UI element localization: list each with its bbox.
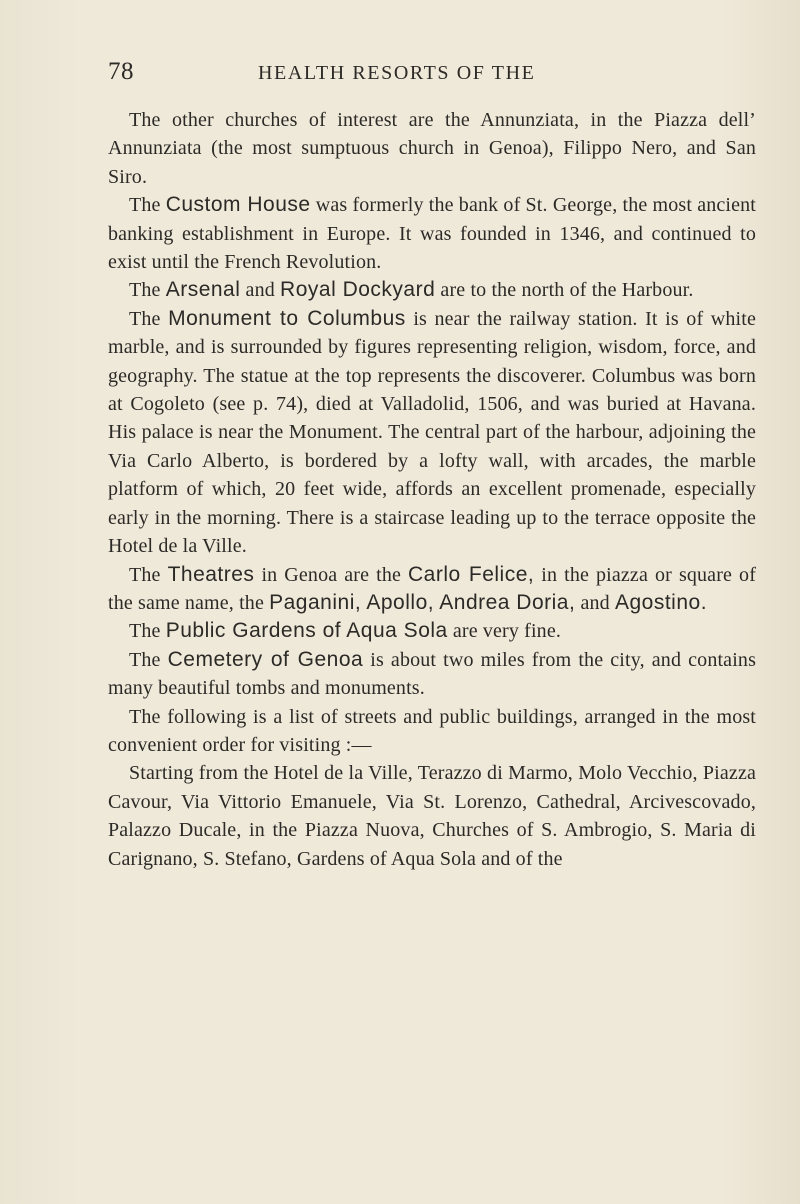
paragraph-other-churches: The other churches of interest are the Annunziata, in the Piazza dell’ Annunziata (the most sumptuous church in Genoa), Filippo Nero, and San Siro. — [108, 109, 756, 188]
heading-agostino: Agostino. — [614, 590, 708, 614]
lead-word: The — [129, 563, 168, 586]
heading-carlo-felice: Carlo Felice, — [408, 562, 535, 586]
paragraph-text: is about two miles from the city, and contains many beautiful tombs and monuments. — [108, 648, 757, 700]
heading-arsenal: Arsenal — [165, 278, 241, 302]
paragraph-theatres — [108, 561, 756, 618]
page-body — [108, 106, 756, 873]
heading-monument-columbus: Monument to Columbus — [168, 306, 406, 330]
paragraph-text: are to the north of the Harbour. — [435, 279, 694, 302]
paragraph-text: and — [240, 279, 281, 302]
lead-word: The — [129, 307, 169, 330]
running-head: HEALTH RESORTS OF THE — [258, 62, 536, 84]
paragraph-monument-columbus — [108, 305, 756, 561]
lead-word: The — [129, 194, 166, 217]
heading-custom-house: Custom House — [165, 193, 311, 217]
paragraph-arsenal — [108, 276, 756, 304]
page-header — [108, 58, 760, 92]
paragraph-cemetery — [108, 646, 756, 703]
paragraph-text: was formerly the bank of St. George, the most ancient banking establishment in Europe. It was founded in 1346, and continued to exist until the French Revolution. — [108, 194, 756, 274]
paragraph-text: is near the railway station. It is of white marble, and is surrounded by figures representing religion, wisdom, force, and geography. The statue at the top represents the discoverer. Columbus was born at Cogoleto (see p. 74), died at Valladolid, 1506, and was buried at Havana. His palace is near the Monument. The central part of the harbour, adjoining the Via Carlo Alberto, is bordered by a lofty wall, with arcades, the marble platform of which, 20 feet wide, affords an excellent promenade, especially early in the morning. There is a staircase leading up to the terrace opposite the Hotel de la Ville. — [108, 307, 756, 558]
paragraph-custom-house — [108, 191, 756, 276]
paragraph-text: are very fine. — [447, 620, 562, 643]
lead-word: The — [129, 279, 166, 302]
paragraph-text: in the piazza or square of the same name, the — [108, 563, 756, 614]
paragraph-list-intro: The following is a list of streets and public buildings, arranged in the most convenient order for visiting :— — [108, 705, 756, 756]
heading-cemetery: Cemetery of Genoa — [167, 647, 364, 671]
heading-royal-dockyard: Royal Dockyard — [280, 278, 436, 302]
lead-word: The — [129, 648, 168, 671]
heading-theatres: Theatres — [167, 562, 255, 586]
paragraph-text: in Genoa are the — [254, 563, 409, 586]
lead-word: The — [129, 620, 166, 643]
page-number: 78 — [108, 58, 134, 85]
paragraph-public-gardens — [108, 617, 756, 645]
paragraph-text: and — [575, 591, 615, 614]
heading-theatre-names: Paganini, Apollo, Andrea Doria, — [269, 590, 576, 614]
heading-public-gardens: Public Gardens of Aqua Sola — [165, 619, 448, 643]
paragraph-itinerary: Starting from the Hotel de la Ville, Terazzo di Marmo, Molo Vecchio, Piazza Cavour, Via Vittorio Emanuele, Via St. Lorenzo, Cathedral, Arcivescovado, Palazzo Ducale, in the Piazza Nuova, Churches of S. Ambrogio, S. Maria di Carignano, S. Stefano, Gardens of Aqua Sola and of the — [108, 762, 756, 870]
